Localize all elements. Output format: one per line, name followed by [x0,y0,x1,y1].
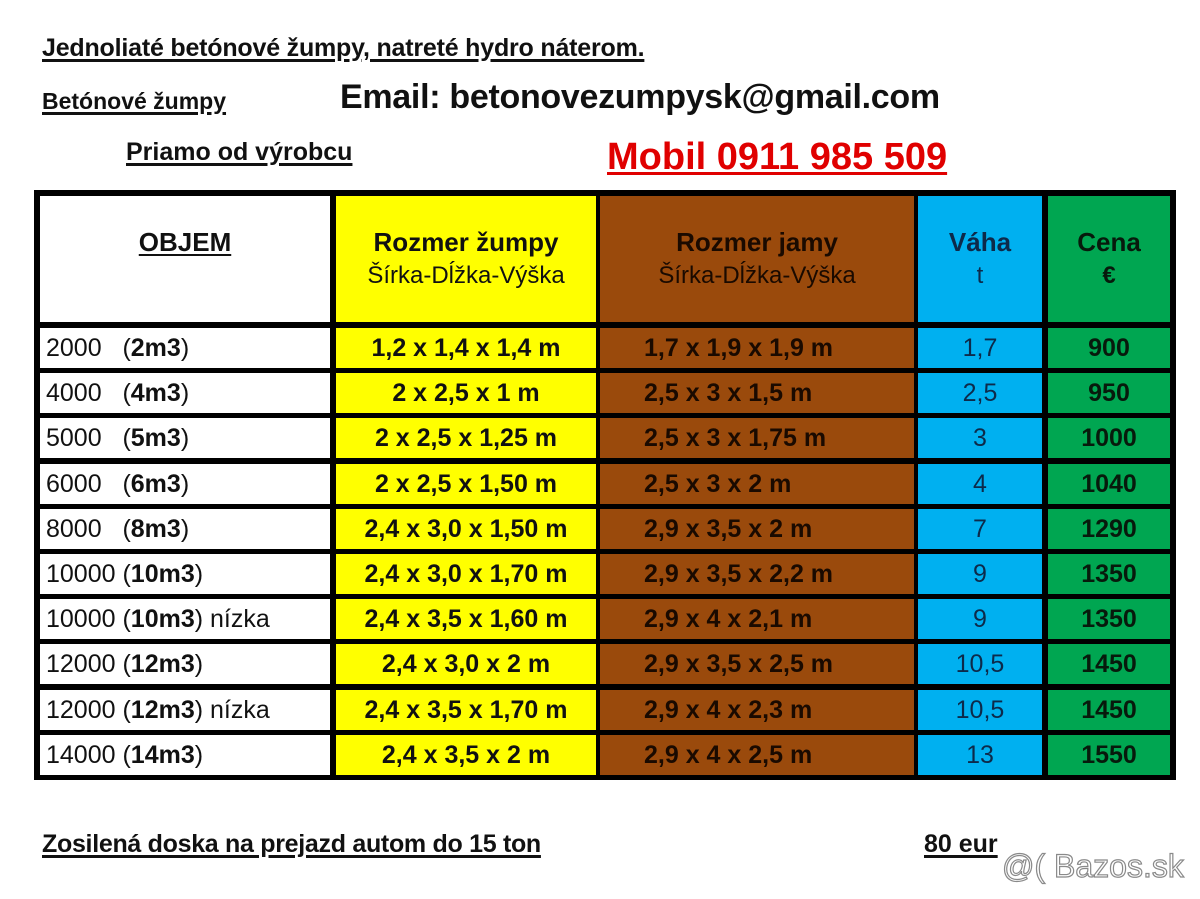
cell-cena: 1000 [1048,418,1170,458]
cell-rozmer-zumpy: 2,4 x 3,5 x 1,70 m [336,690,596,730]
cell-cena: 1290 [1048,509,1170,549]
cell-rozmer-jamy: 2,9 x 3,5 x 2,5 m [600,644,914,684]
objem-m3: 10m3 [130,559,195,588]
cell-rozmer-jamy: 2,9 x 3,5 x 2,2 m [600,554,914,594]
cell-objem [40,735,330,775]
objem-liters: 6000 ( [46,469,131,498]
objem-liters: 8000 ( [46,514,131,543]
direct-from-manufacturer: Priamo od výrobcu [126,138,353,166]
objem-suffix: ) nízka [194,695,270,724]
cell-rozmer-jamy: 1,7 x 1,9 x 1,9 m [600,328,914,368]
cell-vaha: 9 [918,599,1042,639]
cell-cena: 1350 [1048,554,1170,594]
header-objem [40,196,330,322]
objem-m3: 14m3 [130,740,195,769]
header-objem-label: OBJEM [138,227,232,257]
objem-liters: 4000 ( [46,378,131,407]
reinforced-slab-note: Zosilená doska na prejazd autom do 15 ton [42,830,541,858]
cell-cena: 1450 [1048,644,1170,684]
objem-m3: 4m3 [130,378,181,407]
objem-liters: 10000 ( [46,604,131,633]
bazos-watermark: @( Bazos.sk [1002,848,1184,884]
cell-vaha: 4 [918,464,1042,504]
header-rozmer-zumpy [336,196,596,322]
cell-cena: 950 [1048,373,1170,413]
cell-rozmer-zumpy: 2 x 2,5 x 1,50 m [336,464,596,504]
cell-objem [40,373,330,413]
header-rozmer-jamy-label: Rozmer jamy [676,227,838,257]
header-rozmer-zumpy-label: Rozmer žumpy [373,227,559,257]
objem-suffix: ) [194,559,204,588]
objem-m3: 8m3 [130,514,181,543]
objem-m3: 5m3 [130,423,181,452]
objem-liters: 10000 ( [46,559,131,588]
header-cena-sub: € [1102,262,1116,289]
cell-rozmer-zumpy: 2,4 x 3,0 x 2 m [336,644,596,684]
cell-cena: 1450 [1048,690,1170,730]
cell-vaha: 10,5 [918,644,1042,684]
cell-cena: 1350 [1048,599,1170,639]
cell-objem [40,554,330,594]
objem-m3: 12m3 [130,649,195,678]
mobile-contact: Mobil 0911 985 509 [607,136,948,178]
objem-liters: 12000 ( [46,649,131,678]
objem-suffix: ) [180,378,190,407]
header-rozmer-zumpy-sub: Šírka-Dĺžka-Výška [367,262,565,289]
subtitle: Betónové žumpy [42,88,227,114]
cell-vaha: 7 [918,509,1042,549]
cell-cena: 900 [1048,328,1170,368]
header-rozmer-jamy-sub: Šírka-Dĺžka-Výška [658,262,856,289]
cell-rozmer-jamy: 2,9 x 3,5 x 2 m [600,509,914,549]
header-vaha-sub: t [976,262,984,289]
header-cena-label: Cena [1077,227,1141,257]
cell-objem [40,328,330,368]
objem-liters: 14000 ( [46,740,131,769]
objem-suffix: ) [180,514,190,543]
objem-suffix: ) [194,740,204,769]
cell-vaha: 3 [918,418,1042,458]
objem-m3: 2m3 [130,333,181,362]
page-title: Jednoliaté betónové žumpy, natreté hydro náterom. [42,34,645,62]
cell-vaha: 13 [918,735,1042,775]
objem-suffix: ) [194,649,204,678]
cell-rozmer-jamy: 2,9 x 4 x 2,1 m [600,599,914,639]
cell-rozmer-zumpy: 2 x 2,5 x 1 m [336,373,596,413]
header-cena [1048,196,1170,322]
cell-objem [40,509,330,549]
cell-rozmer-jamy: 2,5 x 3 x 2 m [600,464,914,504]
cell-rozmer-zumpy: 2,4 x 3,0 x 1,70 m [336,554,596,594]
cell-rozmer-jamy: 2,9 x 4 x 2,3 m [600,690,914,730]
reinforced-slab-price: 80 eur [924,830,998,858]
objem-suffix: ) [180,423,190,452]
objem-suffix: ) nízka [194,604,270,633]
objem-m3: 12m3 [130,695,195,724]
cell-objem [40,644,330,684]
objem-m3: 6m3 [130,469,181,498]
cell-rozmer-zumpy: 2 x 2,5 x 1,25 m [336,418,596,458]
cell-rozmer-zumpy: 2,4 x 3,5 x 1,60 m [336,599,596,639]
cell-vaha: 1,7 [918,328,1042,368]
cell-objem [40,464,330,504]
header-rozmer-jamy [600,196,914,322]
objem-liters: 2000 ( [46,333,131,362]
objem-liters: 5000 ( [46,423,131,452]
cell-rozmer-jamy: 2,5 x 3 x 1,5 m [600,373,914,413]
cell-vaha: 2,5 [918,373,1042,413]
cell-objem [40,599,330,639]
email-contact: Email: betonovezumpysk@gmail.com [340,78,940,116]
cell-objem [40,690,330,730]
cell-cena: 1550 [1048,735,1170,775]
cell-vaha: 9 [918,554,1042,594]
cell-cena: 1040 [1048,464,1170,504]
cell-objem [40,418,330,458]
cell-rozmer-zumpy: 2,4 x 3,5 x 2 m [336,735,596,775]
objem-liters: 12000 ( [46,695,131,724]
cell-rozmer-zumpy: 1,2 x 1,4 x 1,4 m [336,328,596,368]
objem-m3: 10m3 [130,604,195,633]
header-vaha-label: Váha [948,227,1012,257]
cell-rozmer-zumpy: 2,4 x 3,0 x 1,50 m [336,509,596,549]
price-table [34,190,1176,780]
cell-rozmer-jamy: 2,5 x 3 x 1,75 m [600,418,914,458]
cell-rozmer-jamy: 2,9 x 4 x 2,5 m [600,735,914,775]
header-vaha [918,196,1042,322]
objem-suffix: ) [180,469,190,498]
cell-vaha: 10,5 [918,690,1042,730]
objem-suffix: ) [180,333,190,362]
